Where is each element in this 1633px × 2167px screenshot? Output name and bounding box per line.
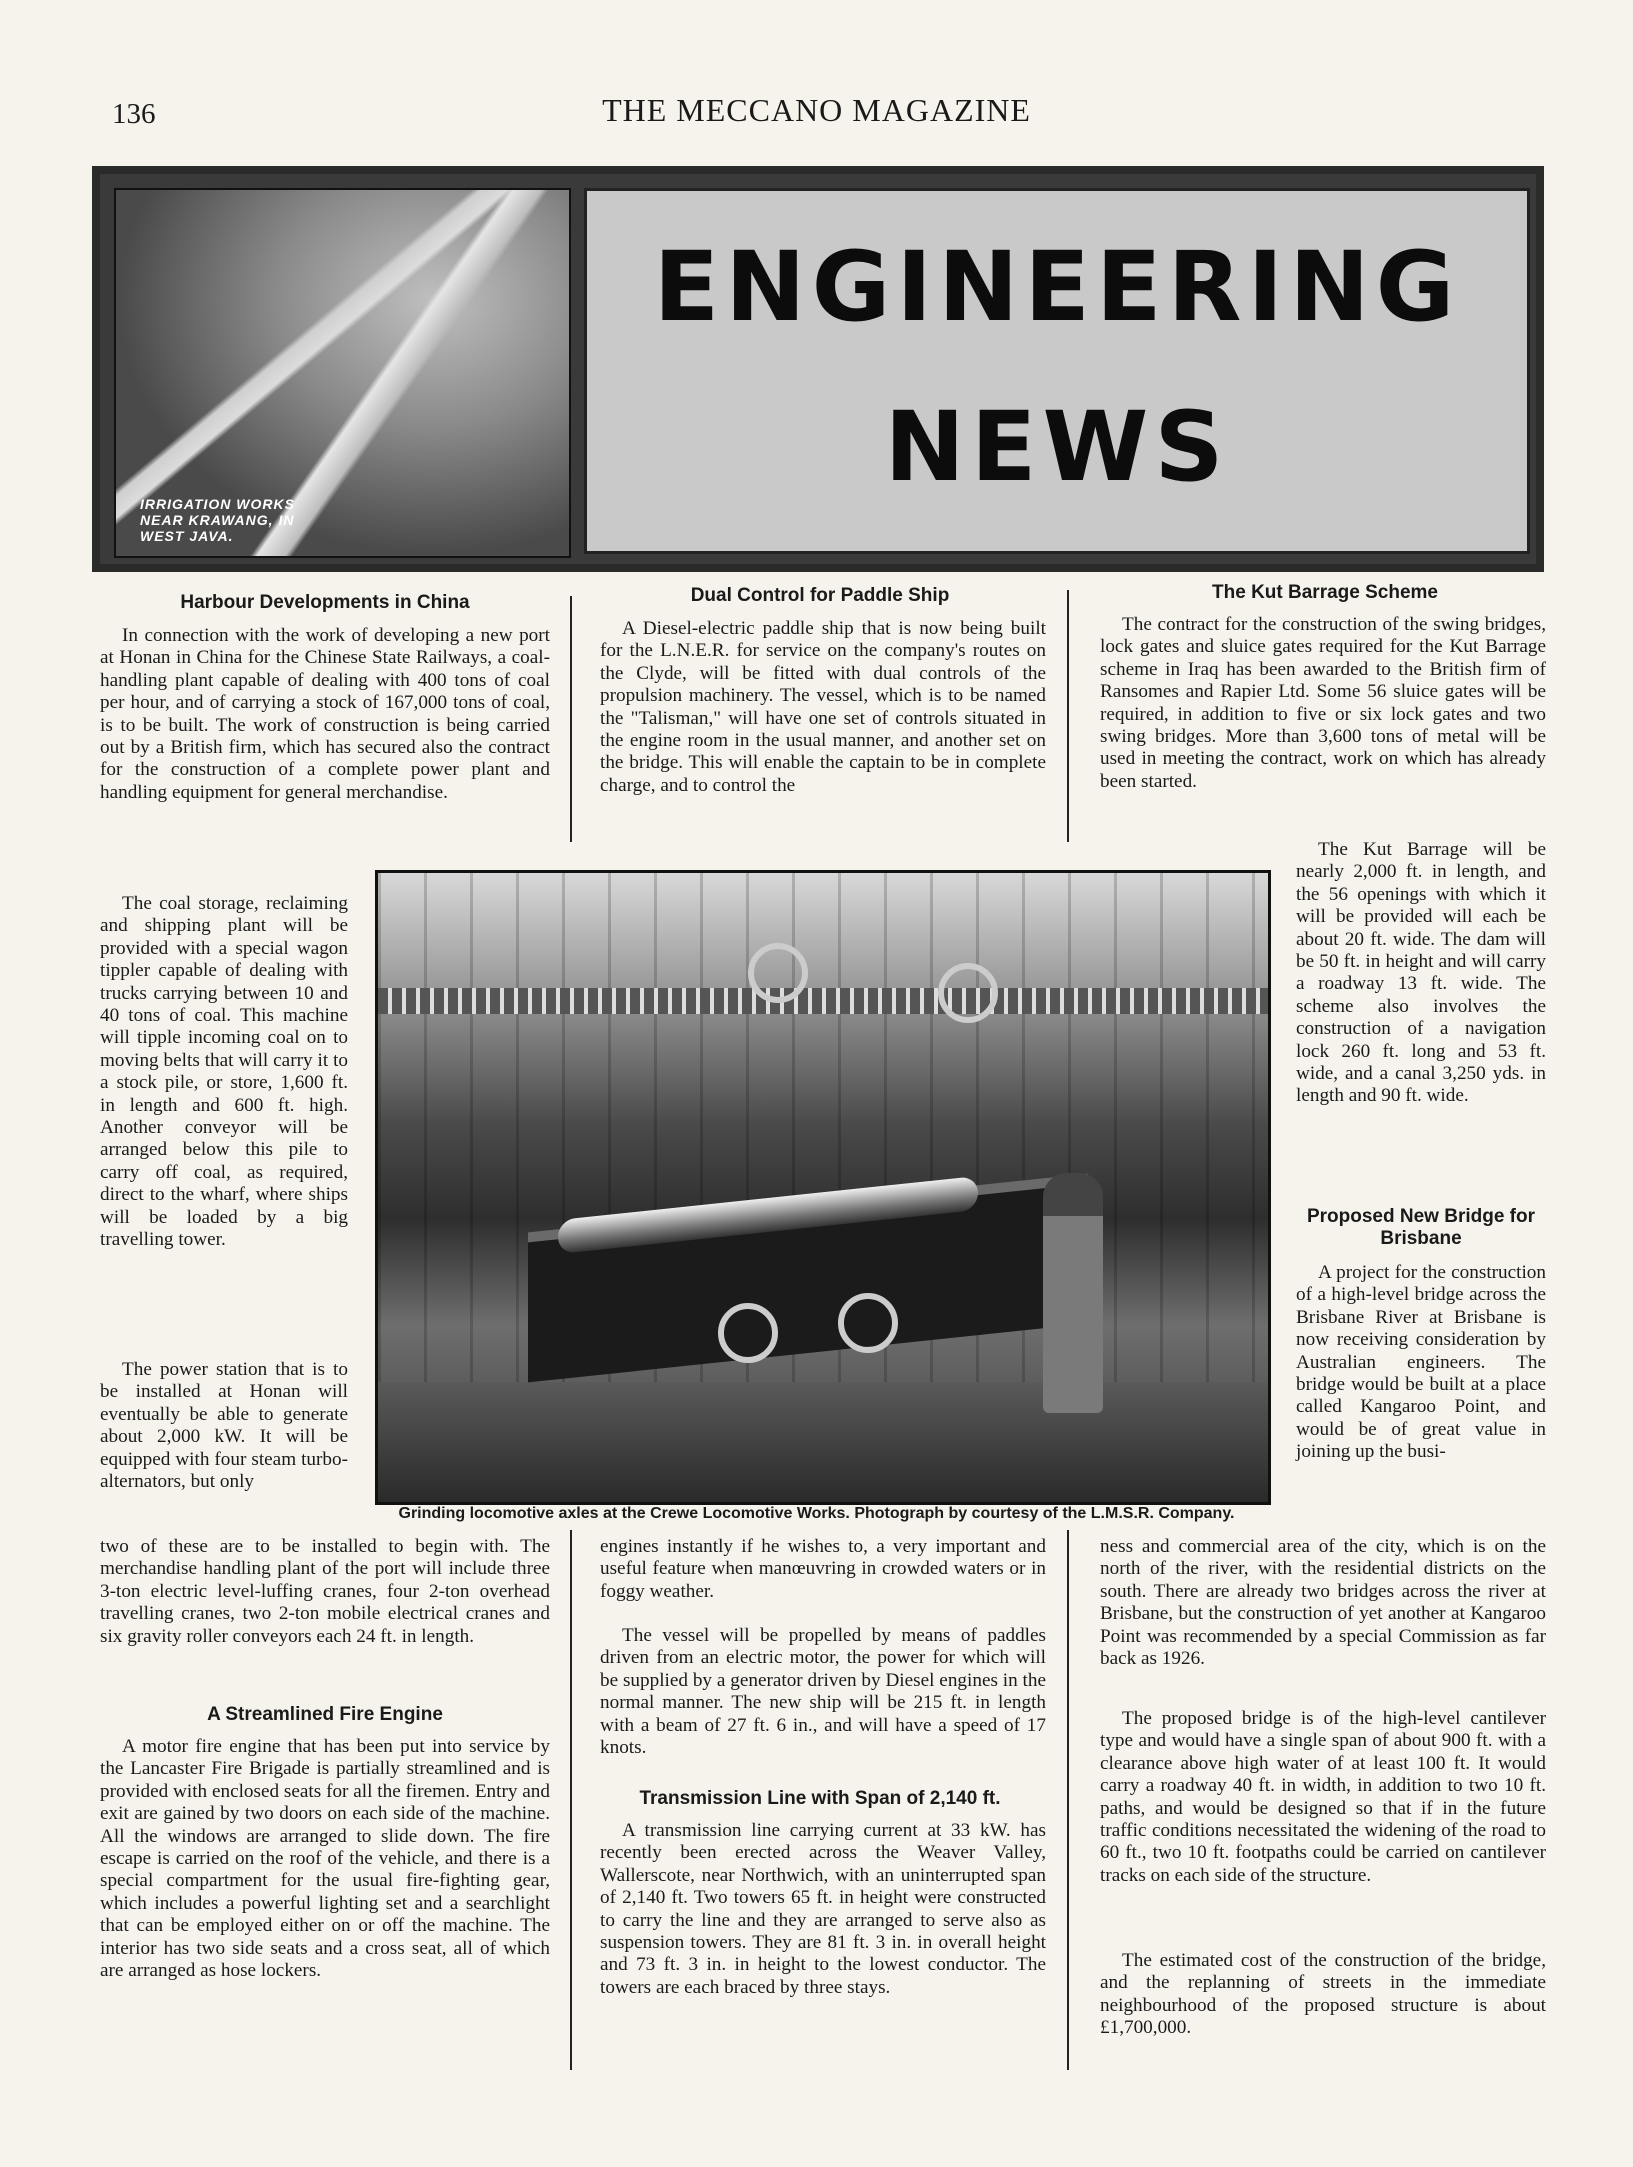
column-rule xyxy=(570,596,572,842)
aerial-photo-caption: IRRIGATION WORKS NEAR KRAWANG, IN WEST JAVA. xyxy=(140,496,295,544)
heading-brisbane-bridge: Proposed New Bridge for Brisbane xyxy=(1306,1206,1536,1249)
column-rule xyxy=(1067,1530,1069,2070)
harbour-paragraph-1: In connection with the work of developing a new port at Honan in China for the Chinese State Railways, a coal-handling plant capable of dealing with 400 tons of coal per hour, and of carrying a stock of 167,000 tons of coal, is to be built. The work of construction is being carried out by a British firm, which has secured also the contract for the construction of a complete power plant and handling equipment for general merchandise. xyxy=(100,625,550,803)
harbour-paragraph-3a: The power station that is to be installed at Honan will eventually be able to generate about 2,000 kW. It will be equipped with four steam turbo-alternators, but only xyxy=(100,1359,348,1493)
irrigation-works-photo xyxy=(114,188,571,558)
page-number: 136 xyxy=(112,98,156,130)
brisbane-paragraph-3: The estimated cost of the construction of the bridge, and the replanning of streets in the immediate neighbourhood of the proposed structure is about £1,700,000. xyxy=(1100,1950,1546,2039)
transmission-line-paragraph: A transmission line carrying current at 33 kW. has recently been erected across the Weaver Valley, Wallerscote, near Northwich, with an uninterrupted span of 2,140 ft. Two towers 65 ft. in height were constructed to carry the line and they are arranged to serve also as suspension towers. They are 81 ft. 3 in. in overall height and 73 ft. 3 in. in height to the lowest conductor. The towers are each braced by three stays. xyxy=(600,1820,1046,1998)
title-box xyxy=(584,188,1530,554)
dual-control-paragraph-1: A Diesel-electric paddle ship that is now being built for the L.N.E.R. for service on the company's routes on the Clyde, will be fitted with dual controls of the propulsion machinery. The vessel, which is to be named the "Talisman," will have one set of controls situated in the engine room in the usual manner, and another set on the bridge. This will enable the captain to be in complete charge, and to control the xyxy=(600,618,1046,796)
fire-engine-paragraph: A motor fire engine that has been put into service by the Lancaster Fire Brigade is partially streamlined and is provided with enclosed seats for all the firemen. Entry and exit are gained by two doors on each side of the machine. All the windows are arranged to slide down. The fire escape is carried on the roof of the vehicle, and there is a special compartment for the usual fire-fighting gear, which includes a powerful lighting set and a searchlight that can be employed either on or off the machine. The interior has two side seats and a cross seat, all of which are arranged as hose lockers. xyxy=(100,1736,550,1982)
dual-control-paragraph-2: engines instantly if he wishes to, a very important and useful feature when manœuvring in crowded waters or in foggy weather. xyxy=(600,1536,1046,1602)
heading-harbour-developments: Harbour Developments in China xyxy=(180,592,470,613)
magazine-title: THE MECCANO MAGAZINE xyxy=(602,92,1031,128)
title-news: NEWS xyxy=(884,391,1230,503)
heading-fire-engine: A Streamlined Fire Engine xyxy=(207,1704,443,1725)
photo-caption: Grinding locomotive axles at the Crewe Locomotive Works. Photograph by courtesy of the L.M.S.R. Company. xyxy=(398,1505,1235,1522)
harbour-paragraph-2: The coal storage, reclaiming and shipping plant will be provided with a special wagon tippler capable of dealing with trucks carrying between 10 and 40 tons of coal. This machine will tipple incoming coal on to moving belts that will carry it to a stock pile, or store, 1,600 ft. in length and 600 ft. high. Another conveyor will be arranged below this pile to carry off coal, as required, direct to the wharf, where ships will be loaded by a big travelling tower. xyxy=(100,893,348,1251)
brisbane-paragraph-1a: A project for the construction of a high-level bridge across the Brisbane River at Brisbane is now receiving consideration by Australian engineers. The bridge would be built at a place called Kangaroo Point, and would be of great value in joining up the busi- xyxy=(1296,1262,1546,1463)
column-rule xyxy=(1067,590,1069,842)
heading-kut-barrage: The Kut Barrage Scheme xyxy=(1212,582,1438,603)
heading-transmission-line: Transmission Line with Span of 2,140 ft. xyxy=(639,1788,1001,1809)
kut-barrage-paragraph-1: The contract for the construction of the swing bridges, lock gates and sluice gates required for the Kut Barrage scheme in Iraq has been awarded to the British firm of Ransomes and Rapier Ltd. Some 56 sluice gates will be required, in addition to five or six lock gates and two swing bridges. More than 3,600 tons of metal will be used in meeting the contract, work on which has already been started. xyxy=(1100,614,1546,792)
column-rule xyxy=(570,1530,572,2070)
dual-control-paragraph-3: The vessel will be propelled by means of paddles driven from an electric motor, the power for which will be supplied by a generator driven by Diesel engines in the normal manner. The new ship will be 215 ft. in length with a beam of 27 ft. 6 in., and will have a speed of 17 knots. xyxy=(600,1625,1046,1759)
harbour-paragraph-3b: two of these are to be installed to begin with. The merchandise handling plant of the port will include three 3-ton electric level-luffing cranes, four 2-ton overhead travelling cranes, two 2-ton mobile electrical cranes and six gravity roller conveyors each 24 ft. in length. xyxy=(100,1536,550,1647)
title-banner xyxy=(92,166,1544,572)
kut-barrage-paragraph-2: The Kut Barrage will be nearly 2,000 ft. in length, and the 56 openings with which it will be provided will each be about 20 ft. wide. The dam will be 50 ft. in height and will carry a roadway 13 ft. wide. The scheme also involves the construction of a navigation lock 260 ft. long and 53 ft. wide, and a canal 3,250 yds. in length and 90 ft. wide. xyxy=(1296,839,1546,1107)
brisbane-paragraph-2: The proposed bridge is of the high-level cantilever type and would have a single span of about 900 ft. with a clearance above high water of at least 100 ft. It would carry a roadway 40 ft. in width, in addition to two 10 ft. paths, and would be designed so that if in the future traffic conditions necessitated the widening of the road to 60 ft., two 10 ft. footpaths could be carried on cantilever tracks on each side of the structure. xyxy=(1100,1708,1546,1886)
locomotive-works-photo xyxy=(375,870,1271,1505)
title-engineering: ENGINEERING xyxy=(653,231,1461,343)
heading-dual-control: Dual Control for Paddle Ship xyxy=(690,585,950,606)
brisbane-paragraph-1b: ness and commercial area of the city, which is on the north of the river, with the residential districts on the south. There are already two bridges across the river at Brisbane, but the construction of yet another at Kangaroo Point was recommended by a special Commission as far back as 1926. xyxy=(1100,1536,1546,1670)
